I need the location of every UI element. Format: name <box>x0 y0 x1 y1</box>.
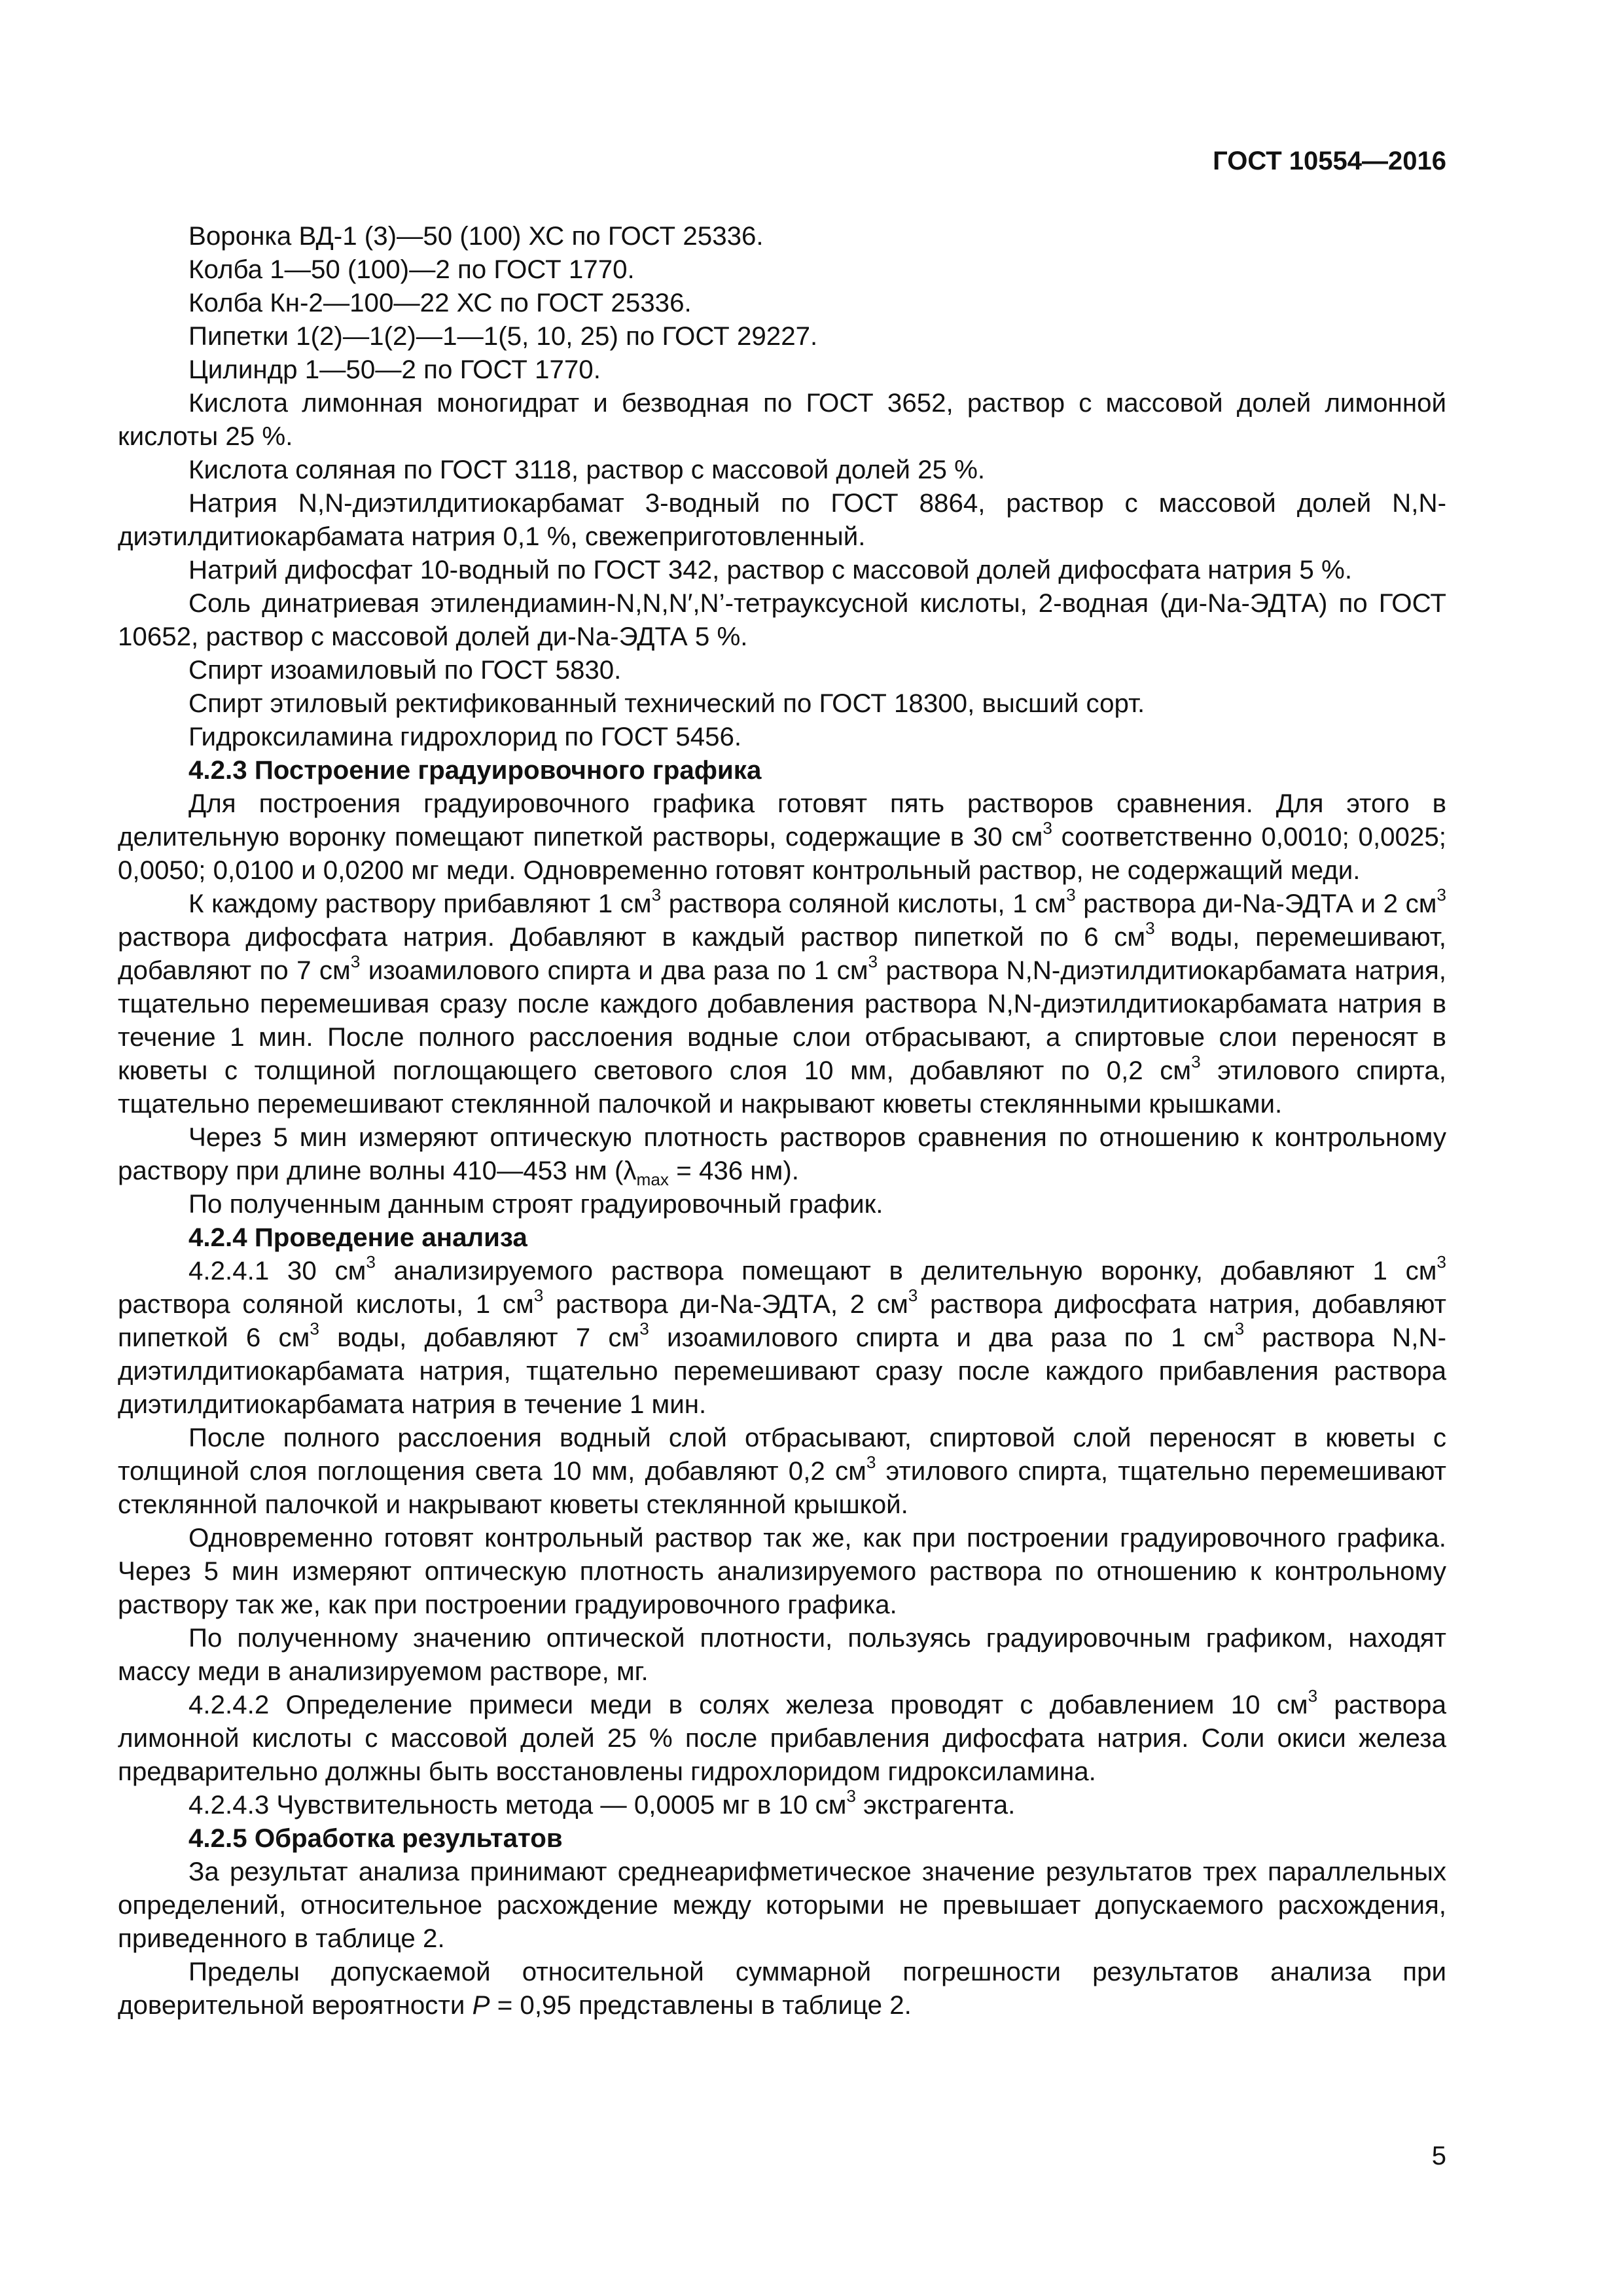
document-number: ГОСТ 10554—2016 <box>1213 147 1446 175</box>
paragraph: 4.2.4.1 30 $см^3$ анализируемого раствора помещают в делительную воронку, добавляют 1 $см^3$ раствора соляной кислоты, 1 $см^3$ раствора ди-Na-ЭДТА, 2 $см^3$ раствора дифосфата натрия, добавляют пипеткой 6 $см^3$ воды, добавляют 7 $см^3$ изоамилового спирта и два раза по 1 $см^3$ раствора N,N-диэтилдитиокарбамата натрия, тщательно перемешивают сразу после каждого прибавления раствора диэтилдитиокарбамата натрия в течение 1 мин. <box>118 1251 1446 1419</box>
page-body <box>118 219 1446 2022</box>
paragraph: По полученному значению оптической плотности, пользуясь градуировочным графиком, находят массу меди в анализируемом растворе, мг. <box>118 1623 1446 1686</box>
section-heading-4-2-5: 4.2.5 Обработка результатов <box>188 1823 563 1853</box>
reagent-item: Кислота соляная по ГОСТ 3118, раствор с массовой долей 25 %. <box>188 455 986 484</box>
equipment-item: Воронка ВД-1 (3)—50 (100) ХС по ГОСТ 25336. <box>188 221 764 251</box>
paragraph: Через 5 мин измеряют оптическую плотность растворов сравнения по отношению к контрольному раствору при длине волны 410—453 нм ($\lambda_{max} = 436$ нм). <box>118 1122 1446 1190</box>
paragraph: По полученным данным строят градуировочный график. <box>188 1189 883 1219</box>
reagent-item: Соль динатриевая этилендиамин-N,N,N′,N’-тетрауксусной кислоты, 2-водная (ди-Na-ЭДТА) по ГОСТ 10652, раствор с массовой долей ди-Na-ЭДТА 5 %. <box>118 588 1446 651</box>
paragraph: Для построения градуировочного графика готовят пять растворов сравнения. Для этого в делительную воронку помещают пипеткой растворы, содержащие в 30 $см^3$ соответственно 0,0010; 0,0025; 0,0050; 0,0100 и 0,0200 мг меди. Одновременно готовят контрольный раствор, не содержащий меди. <box>118 789 1446 885</box>
reagent-item: Спирт изоамиловый по ГОСТ 5830. <box>188 655 622 685</box>
reagent-item: Гидроксиламина гидрохлорид по ГОСТ 5456. <box>188 722 742 751</box>
reagent-item: Спирт этиловый ректификованный технический по ГОСТ 18300, высший сорт. <box>188 689 1145 718</box>
equipment-item: Пипетки 1(2)—1(2)—1—1(5, 10, 25) по ГОСТ 29227. <box>188 321 818 351</box>
paragraph: К каждому раствору прибавляют 1 $см^3$ раствора соляной кислоты, 1 $см^3$ раствора ди-Na-ЭДТА и 2 $см^3$ раствора дифосфата натрия. Добавляют в каждый раствор пипеткой по 6 $см^3$ воды, перемешивают, добавляют по 7 $см^3$ изоамилового спирта и два раза по 1 $см^3$ раствора N,N-диэтилдитиокарбамата натрия, тщательно перемешивая сразу после каждого добавления раствора N,N-диэтилдитиокарбамата натрия в течение 1 мин. После полного расслоения водные слои отбрасывают, а спиртовые слои переносят в кюветы с толщиной поглощающего светового слоя 10 мм, добавляют по 0,2 $см^3$ этилового спирта, тщательно перемешивают стеклянной палочкой и накрывают кюветы стеклянными крышками. <box>118 884 1446 1119</box>
equipment-item: Колба Кн-2—100—22 ХС по ГОСТ 25336. <box>188 288 692 317</box>
reagent-item: Натрий дифосфат 10-водный по ГОСТ 342, раствор с массовой долей дифосфата натрия 5 %. <box>188 555 1353 584</box>
paragraph: После полного расслоения водный слой отбрасывают, спиртовой слой переносят в кюветы с толщиной слоя поглощения света 10 мм, добавляют 0,2 $см^3$ этилового спирта, тщательно перемешивают стеклянной палочкой и накрывают кюветы стеклянной крышкой. <box>118 1423 1446 1519</box>
equipment-item: Колба 1—50 (100)—2 по ГОСТ 1770. <box>188 255 635 284</box>
equipment-item: Цилиндр 1—50—2 по ГОСТ 1770. <box>188 355 601 384</box>
paragraph: Одновременно готовят контрольный раствор так же, как при построении градуировочного графика. Через 5 мин измеряют оптическую плотность анализируемого раствора по отношению к контрольному раствору так же, как при построении градуировочного графика. <box>118 1523 1446 1619</box>
reagent-item: Натрия N,N-диэтилдитиокарбамат 3-водный по ГОСТ 8864, раствор с массовой долей N,N-диэтилдитиокарбамата натрия 0,1 %, свежеприготовленный. <box>118 488 1446 551</box>
reagent-item: Кислота лимонная моногидрат и безводная по ГОСТ 3652, раствор с массовой долей лимонной кислоты 25 %. <box>118 388 1446 451</box>
paragraph: За результат анализа принимают среднеарифметическое значение результатов трех параллельных определений, относительное расхождение между которыми не превышает допускаемого расхождения, приведенного в таблице 2. <box>118 1857 1446 1953</box>
section-heading-4-2-3: 4.2.3 Построение градуировочного графика <box>188 755 762 785</box>
paragraph: 4.2.4.3 Чувствительность метода — 0,0005 мг в 10 $см^3$ экстрагента. <box>188 1785 1016 1820</box>
paragraph: Пределы допускаемой относительной суммарной погрешности результатов анализа при доверительной вероятности P = 0,95 представлены в таблице 2. <box>118 1957 1446 2020</box>
section-heading-4-2-4: 4.2.4 Проведение анализа <box>188 1223 527 1252</box>
paragraph: 4.2.4.2 Определение примеси меди в солях железа проводят с добавлением 10 $см^3$ раствора лимонной кислоты с массовой долей 25 % после прибавления дифосфата натрия. Соли окиси железа предварительно должны быть восстановлены гидрохлоридом гидроксиламина. <box>118 1685 1446 1786</box>
page-number: 5 <box>1431 2142 1446 2170</box>
